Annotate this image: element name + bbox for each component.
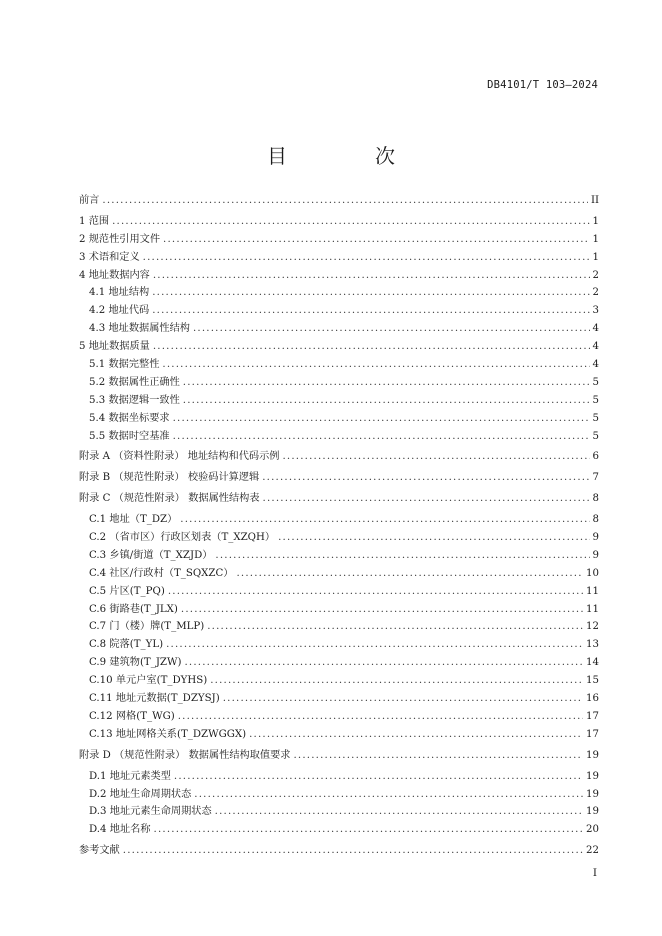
- toc-entry-page: 4: [592, 323, 599, 335]
- toc-entry[interactable]: [79, 601, 599, 619]
- toc-entry[interactable]: [79, 267, 599, 285]
- toc-entry-label: C.8 院落(T_YL): [89, 639, 164, 651]
- table-of-contents: [79, 192, 599, 860]
- toc-entry-label: 4.1 地址结构: [89, 287, 150, 299]
- toc-entry-label: 5.2 数据属性正确性: [89, 376, 180, 388]
- toc-leader-dots: [180, 511, 589, 529]
- toc-entry-label: C.7 门（楼）牌(T_MLP): [89, 621, 205, 633]
- toc-entry-page: 14: [586, 657, 599, 669]
- toc-entry-page: 8: [592, 493, 599, 505]
- toc-entry-label: D.4 地址名称: [89, 824, 151, 836]
- toc-entry[interactable]: [79, 213, 599, 231]
- toc-entry-page: 17: [586, 728, 599, 740]
- toc-leader-dots: [152, 284, 589, 302]
- toc-leader-dots: [163, 231, 589, 249]
- toc-leader-dots: [181, 601, 583, 619]
- toc-entry[interactable]: [79, 654, 599, 672]
- toc-entry-label: 5.3 数据逻辑一致性: [89, 394, 180, 406]
- toc-entry[interactable]: [79, 690, 599, 708]
- toc-entry[interactable]: [79, 410, 599, 428]
- toc-entry-page: 19: [586, 770, 599, 782]
- toc-entry-page: 20: [586, 824, 599, 836]
- toc-leader-dots: [174, 768, 583, 786]
- toc-entry[interactable]: [79, 747, 599, 765]
- toc-entry-label: 5.4 数据坐标要求: [89, 412, 170, 424]
- toc-entry-page: 5: [592, 430, 599, 442]
- toc-entry-page: 16: [586, 693, 599, 705]
- toc-entry-label: 附录 C （规范性附录） 数据属性结构表: [79, 493, 260, 505]
- toc-entry-page: 19: [586, 749, 599, 761]
- toc-entry-page: 1: [592, 251, 599, 263]
- toc-entry[interactable]: [79, 636, 599, 654]
- toc-entry-page: 13: [586, 639, 599, 651]
- toc-entry-label: 3 术语和定义: [79, 251, 140, 263]
- toc-entry[interactable]: [79, 428, 599, 446]
- toc-entry[interactable]: [79, 490, 599, 508]
- toc-leader-dots: [249, 726, 583, 744]
- standard-code: DB4101/T 103—2024: [487, 79, 598, 91]
- toc-leader-dots: [168, 583, 583, 601]
- toc-entry-label: 附录 B （规范性附录） 校验码计算逻辑: [79, 472, 260, 484]
- toc-entry-page: 4: [592, 341, 599, 353]
- toc-entry-page: 10: [586, 567, 599, 579]
- page-title: 目 次: [267, 144, 429, 168]
- toc-leader-dots: [293, 747, 583, 765]
- toc-entry[interactable]: [79, 842, 599, 860]
- toc-entry[interactable]: [79, 565, 599, 583]
- toc-entry[interactable]: [79, 356, 599, 374]
- toc-entry[interactable]: [79, 803, 599, 821]
- toc-leader-dots: [153, 267, 590, 285]
- toc-entry[interactable]: [79, 511, 599, 529]
- toc-entry-page: 2: [592, 269, 599, 281]
- toc-entry-label: 5.1 数据完整性: [89, 359, 160, 371]
- toc-entry[interactable]: [79, 320, 599, 338]
- toc-entry[interactable]: [79, 469, 599, 487]
- toc-leader-dots: [154, 821, 584, 839]
- toc-entry-page: 8: [592, 514, 599, 526]
- toc-leader-dots: [178, 708, 583, 726]
- toc-entry-page: 5: [592, 376, 599, 388]
- toc-entry-label: C.5 片区(T_PQ): [89, 585, 165, 597]
- toc-leader-dots: [184, 654, 583, 672]
- toc-leader-dots: [223, 690, 583, 708]
- toc-entry-label: C.4 社区/行政村（T_SQXZC）: [89, 567, 234, 579]
- toc-entry-page: 5: [592, 412, 599, 424]
- toc-entry-page: 15: [586, 675, 599, 687]
- toc-entry-label: D.3 地址元素生命周期状态: [89, 806, 212, 818]
- toc-leader-dots: [215, 547, 589, 565]
- toc-leader-dots: [193, 320, 590, 338]
- toc-leader-dots: [215, 803, 583, 821]
- toc-leader-dots: [173, 428, 590, 446]
- toc-entry[interactable]: [79, 192, 599, 210]
- toc-entry-label: 1 范围: [79, 215, 110, 227]
- toc-entry-label: 5.5 数据时空基准: [89, 430, 170, 442]
- toc-entry-page: 5: [592, 394, 599, 406]
- toc-entry-label: C.3 乡镇/街道（T_XZJD）: [89, 549, 213, 561]
- toc-entry-page: 4: [592, 359, 599, 371]
- toc-entry-label: C.9 建筑物(T_JZW): [89, 657, 182, 669]
- toc-entry-page: 22: [586, 845, 599, 857]
- toc-entry-label: C.11 地址元数据(T_DZYSJ): [89, 693, 220, 705]
- toc-entry[interactable]: [79, 547, 599, 565]
- toc-leader-dots: [282, 448, 589, 466]
- toc-leader-dots: [207, 618, 583, 636]
- toc-entry-page: 1: [592, 215, 599, 227]
- toc-entry-page: 19: [586, 788, 599, 800]
- toc-leader-dots: [123, 842, 583, 860]
- toc-entry[interactable]: [79, 231, 599, 249]
- toc-leader-dots: [183, 392, 590, 410]
- toc-leader-dots: [236, 565, 583, 583]
- toc-leader-dots: [143, 249, 590, 267]
- toc-entry-label: 5 地址数据质量: [79, 341, 150, 353]
- toc-entry-page: 9: [592, 532, 599, 544]
- toc-entry-label: 附录 D （规范性附录） 数据属性结构取值要求: [79, 749, 291, 761]
- toc-entry[interactable]: [79, 708, 599, 726]
- toc-entry[interactable]: [79, 821, 599, 839]
- toc-entry[interactable]: [79, 618, 599, 636]
- toc-leader-dots: [112, 213, 589, 231]
- toc-entry-page: 3: [592, 305, 599, 317]
- toc-leader-dots: [262, 469, 589, 487]
- toc-entry-label: D.2 地址生命周期状态: [89, 788, 192, 800]
- toc-leader-dots: [153, 338, 590, 356]
- toc-entry[interactable]: [79, 448, 599, 466]
- toc-entry-label: C.12 网格(T_WG): [89, 710, 175, 722]
- toc-entry-label: 参考文献: [79, 845, 120, 857]
- toc-entry-page: 7: [592, 472, 599, 484]
- toc-entry-page: 19: [586, 806, 599, 818]
- toc-entry-label: 4.2 地址代码: [89, 305, 150, 317]
- toc-entry-page: 6: [592, 451, 599, 463]
- toc-entry[interactable]: [79, 392, 599, 410]
- toc-entry-page: II: [590, 195, 599, 206]
- toc-entry[interactable]: [79, 786, 599, 804]
- toc-entry[interactable]: [79, 768, 599, 786]
- toc-entry-label: C.6 街路巷(T_JLX): [89, 603, 178, 615]
- toc-leader-dots: [194, 786, 583, 804]
- toc-entry-page: 2: [592, 287, 599, 299]
- toc-entry-label: C.2 （省市区）行政区划表（T_XZQH）: [89, 532, 276, 544]
- toc-entry-page: 17: [586, 710, 599, 722]
- toc-leader-dots: [166, 636, 583, 654]
- toc-entry-page: 11: [586, 585, 599, 597]
- toc-entry[interactable]: [79, 302, 599, 320]
- toc-entry-label: 2 规范性引用文件: [79, 233, 161, 245]
- toc-leader-dots: [152, 302, 589, 320]
- toc-leader-dots: [183, 374, 590, 392]
- toc-entry[interactable]: [79, 726, 599, 744]
- toc-leader-dots: [263, 490, 590, 508]
- toc-entry-page: 12: [586, 621, 599, 633]
- toc-leader-dots: [173, 410, 590, 428]
- toc-entry[interactable]: [79, 338, 599, 356]
- toc-leader-dots: [210, 672, 583, 690]
- toc-entry-page: 9: [592, 549, 599, 561]
- toc-entry[interactable]: [79, 529, 599, 547]
- toc-entry-label: 附录 A （资料性附录） 地址结构和代码示例: [79, 451, 280, 463]
- toc-entry[interactable]: [79, 672, 599, 690]
- toc-entry[interactable]: [79, 374, 599, 392]
- page-number: I: [592, 867, 597, 879]
- toc-entry-page: 11: [586, 603, 599, 615]
- toc-leader-dots: [102, 192, 588, 210]
- toc-leader-dots: [278, 529, 589, 547]
- toc-entry[interactable]: [79, 583, 599, 601]
- toc-entry-page: 1: [592, 233, 599, 245]
- toc-entry-label: 4.3 地址数据属性结构: [89, 323, 190, 335]
- toc-entry-label: 4 地址数据内容: [79, 269, 150, 281]
- toc-entry-label: C.10 单元户室(T_DYHS): [89, 675, 208, 687]
- toc-entry-label: D.1 地址元素类型: [89, 770, 171, 782]
- toc-entry-label: C.13 地址网格关系(T_DZWGGX): [89, 728, 247, 740]
- toc-entry-label: 前言: [79, 195, 100, 206]
- toc-entry[interactable]: [79, 249, 599, 267]
- toc-entry[interactable]: [79, 284, 599, 302]
- toc-entry-label: C.1 地址（T_DZ）: [89, 514, 178, 526]
- toc-leader-dots: [162, 356, 589, 374]
